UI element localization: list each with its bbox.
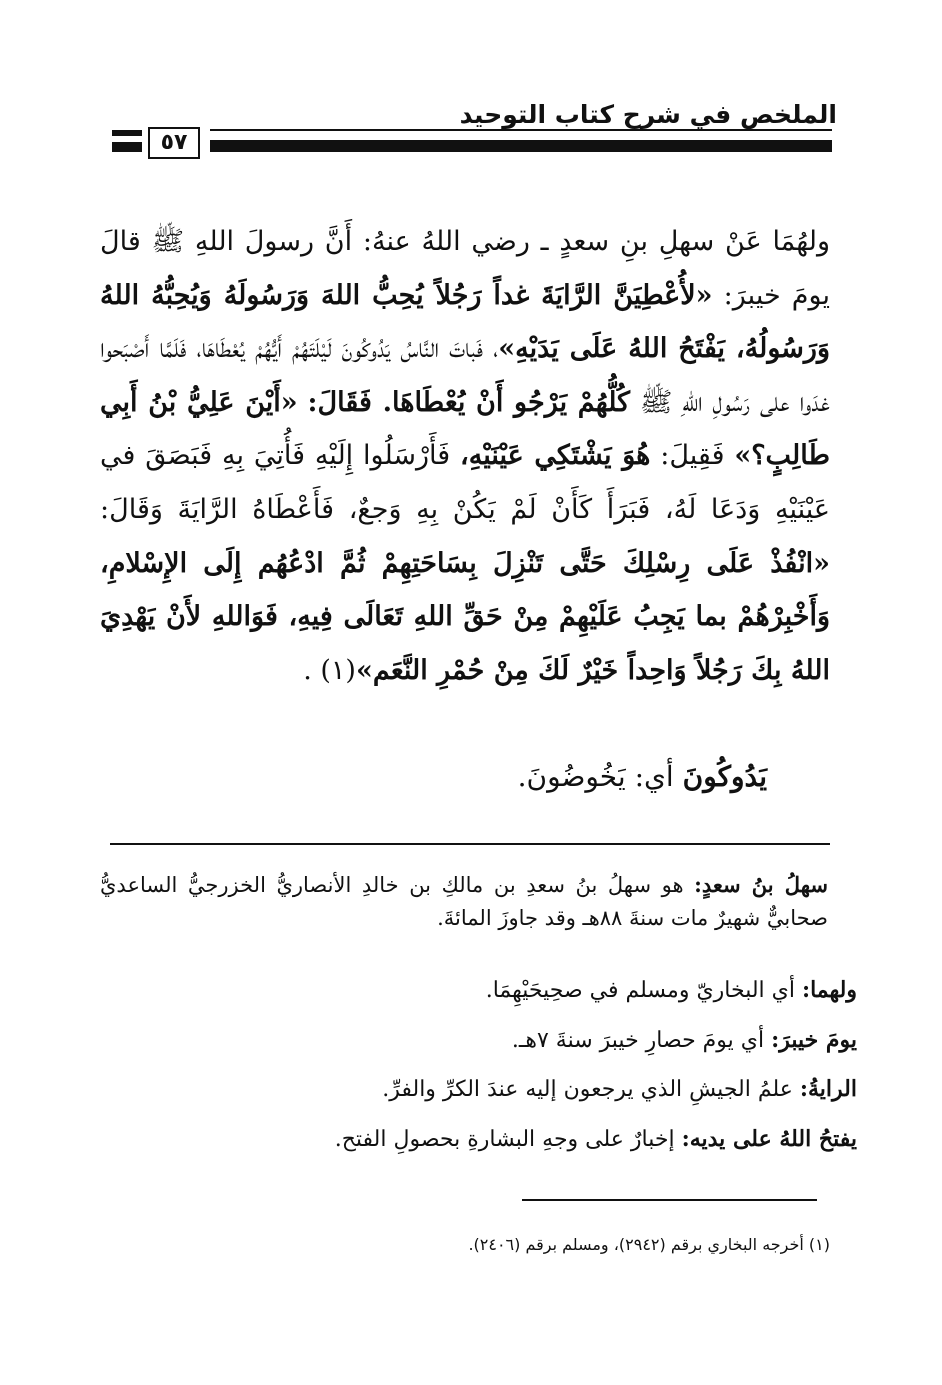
header-rule-thin [210,129,832,131]
note-text: إخبارٌ على وجهِ البشارةِ بحصولِ الفتح. [334,1126,675,1152]
note-text: أي يومَ حصارِ خيبرَ سنةَ ٧هـ. [511,1027,765,1053]
hadith-quote: «أَيْنَ عَلِيُّ بْنُ أَبِي طَالِبٍ؟» [100,386,830,472]
header-side-bar [112,130,142,136]
notes-list [335,966,857,1164]
note-item [335,1115,857,1165]
note-item [335,966,857,1016]
hadith-quote: «لأُعْطِيَنَّ الرَّايَةَ غداً رَجُلاً يُحِبُّ اللهَ وَرَسُولَهُ وَيُحِبُّهُ اللهُ وَرَسُولُهُ، يَفْتَحُ اللهُ عَلَى يَدَيْهِ» [100,279,830,365]
footnote-ref: (١) . [303,654,356,686]
footnote-divider [522,1199,817,1201]
header-side-bar [112,142,142,152]
gloss-term: يَدُوكُونَ [682,760,767,793]
note-text: علمُ الجيشِ الذي يرجعون إليه عندَ الكرِّ والفرِّ. [382,1077,793,1102]
main-paragraph [100,215,830,697]
text-segment-bold: هُوَ يَشْتَكِي عَيْنَيْهِ، [460,440,651,472]
note-term: يومَ خيبرَ: [771,1026,857,1053]
text-segment: ، فَباتَ النَّاسُ يَدُوكُونَ لَيْلَتَهُمْ أَيُّهُمْ يُعْطَاهَا، فَلَمَّا أَصْبَحوا غدَوا على رَسُولِ اللهِ ﷺ [100,333,830,418]
notes-intro [100,868,828,935]
note-term: سهلُ بنُ سعدٍ: [694,872,828,897]
footnote: (١) أخرجه البخاري برقم (٢٩٤٢)، ومسلم برقم (٢٤٠٦). [468,1235,830,1254]
note-text: هو سهلُ بنُ سعدِ بن مالكِ بن خالدِ الأنصاريُّ الخزرجيُّ الساعديُّ صحابيٌّ شهيرٌ مات سنةَ ٨٨هـ وقد جاوزَ المائةَ. [100,873,828,930]
hadith-quote: «انْفُذْ عَلَى رِسْلِكَ حَتَّى تَنْزِلَ بِسَاحَتِهِمْ ثُمَّ ادْعُهُم إِلَى الإِسْلامِ، وَأَخْبِرْهُمْ بما يَجِبُ عَلَيْهِمْ مِنْ حَقِّ اللهِ تَعَالَى فِيهِ، فَوَاللهِ لأَنْ يَهْدِيَ اللهُ بِكَ رَجُلاً وَاحِداً خَيْرٌ لَكَ مِنْ حُمْرِ النَّعَم» [100,547,830,686]
note-term: الرايةُ: [799,1076,857,1102]
note-term: يفتحُ اللهُ على يديه: [681,1125,857,1152]
text-segment: ولهُمَا عَنْ سهلِ بنِ سعدٍ ـ رضي اللهُ عنهُ: أَنَّ رسولَ اللهِ ﷺ قالَ يومَ خيبرَ: [100,226,830,311]
gloss-definition: أي: يَخُوضُونَ. [517,760,674,793]
header-rule-thick [210,140,832,152]
notes-divider [110,843,830,845]
note-item [335,1016,857,1066]
running-header-title: الملخص في شرح كتاب التوحيد [459,100,837,129]
note-term: ولهما: [801,977,857,1003]
note-text: أي البخاريّ ومسلم في صحِيحَيْهِمَا. [485,978,795,1003]
text-segment: فَقِيلَ: [660,440,725,472]
page-number: ٥٧ [148,127,200,159]
text-segment-bold: كُلُّهُمْ يَرْجُو أَنْ يُعْطَاهَا. فَقَالَ: [307,386,630,418]
text-segment: فَأَرْسَلُوا إِلَيْهِ فَأُتِيَ بِهِ فَبَصَقَ في عَيْنَيْهِ وَدَعَا لَهُ، فَبَرَأَ كَأَنْ لَمْ يَكُنْ بِهِ وَجعٌ، فَأَعْطَاهُ الرَّايَةَ وَقَالَ: [100,440,830,525]
note-item [335,1065,857,1115]
gloss-line [518,760,767,793]
